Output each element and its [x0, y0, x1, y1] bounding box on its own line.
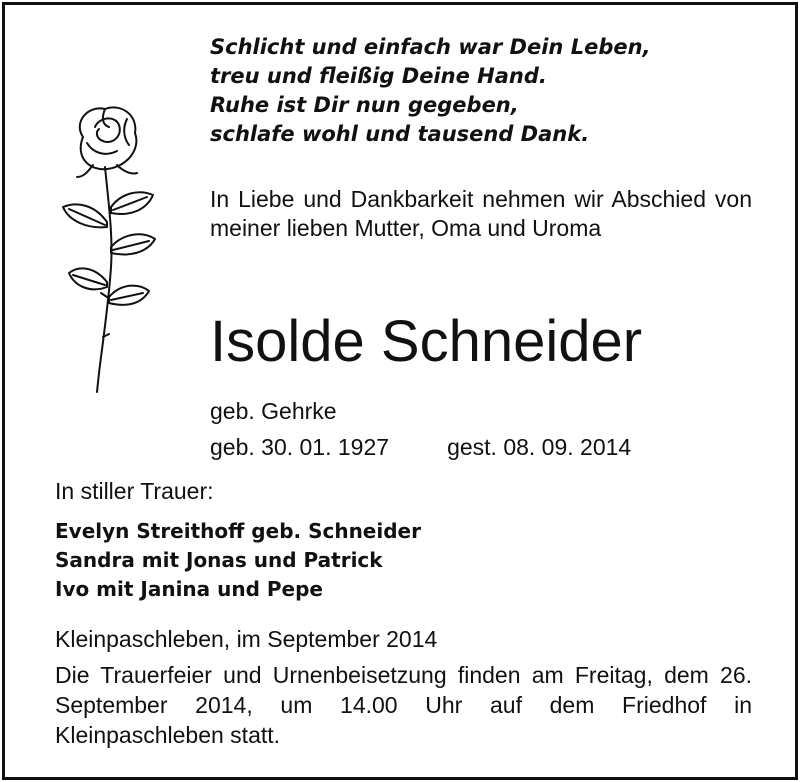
intro-text: In Liebe und Dankbarkeit nehmen wir Abschied von meiner lieben Mutter, Oma und Uroma: [210, 186, 752, 241]
mourning-label: In stiller Trauer:: [55, 478, 214, 504]
poem-line: Schlicht und einfach war Dein Leben,: [210, 35, 651, 59]
funeral-notice: Die Trauerfeier und Urnenbeisetzung finden am Freitag, dem 26. September 2014, um 14.00 Uhr auf dem Friedhof in Kleinpaschleben statt.: [55, 662, 752, 748]
obituary-frame: [2, 2, 798, 780]
deceased-name: Isolde Schneider: [210, 309, 643, 374]
birth-name: geb. Gehrke: [210, 398, 337, 424]
rose-icon: [43, 97, 173, 397]
life-dates: [210, 433, 631, 461]
place-date: Kleinpaschleben, im September 2014: [55, 626, 438, 652]
mourner-name: Sandra mit Jonas und Patrick: [55, 548, 383, 572]
poem: [210, 33, 651, 149]
poem-line: schlafe wohl und tausend Dank.: [210, 122, 590, 146]
mourner-name: Ivo mit Janina und Pepe: [55, 577, 323, 601]
mourners-list: [55, 517, 421, 604]
mourner-name: Evelyn Streithoff geb. Schneider: [55, 519, 421, 543]
death-date: gest. 08. 09. 2014: [447, 434, 632, 460]
poem-line: treu und fleißig Deine Hand.: [210, 64, 547, 88]
birth-date: geb. 30. 01. 1927: [210, 434, 390, 460]
poem-line: Ruhe ist Dir nun gegeben,: [210, 93, 519, 117]
